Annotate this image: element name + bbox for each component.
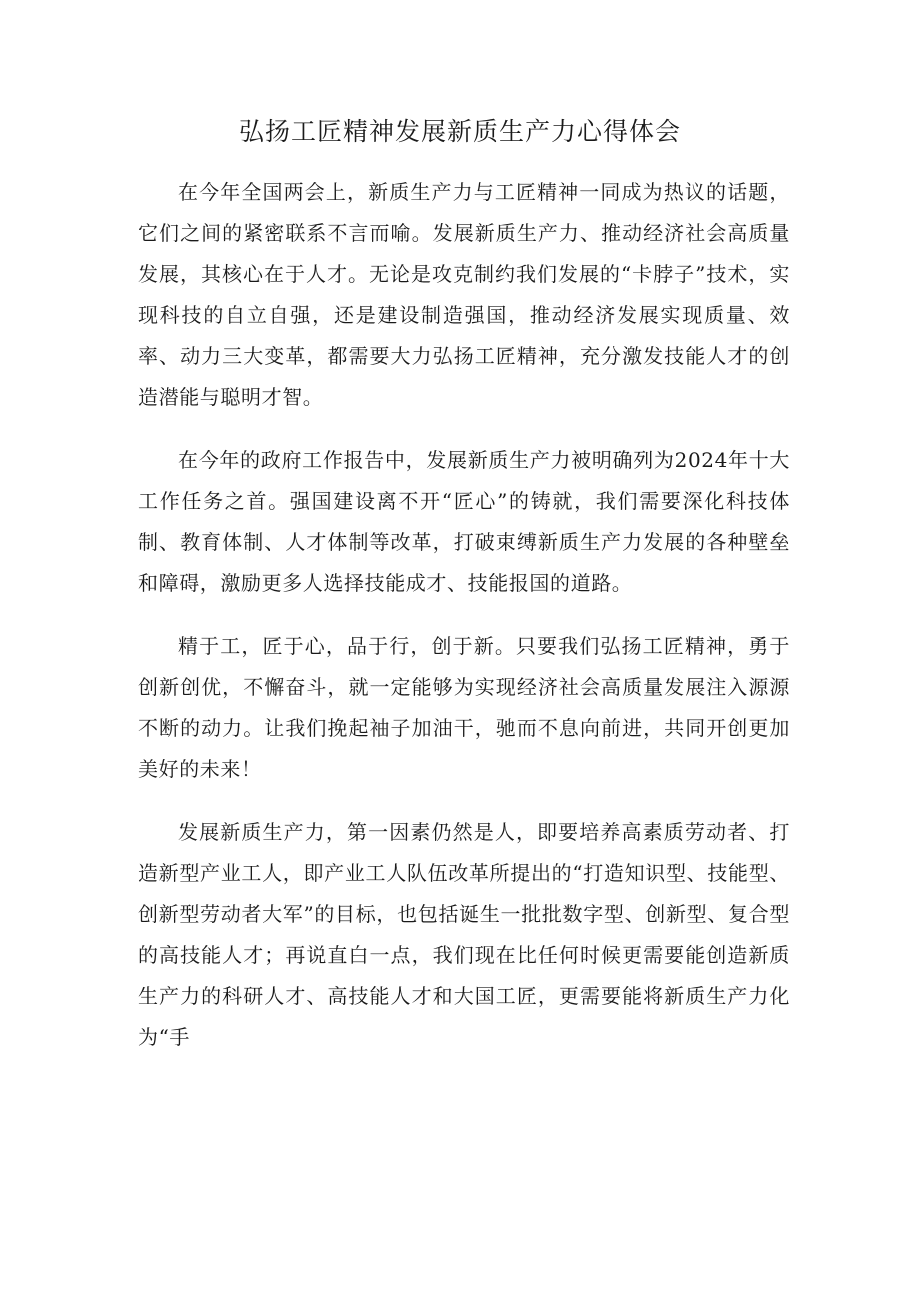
document-body <box>138 172 790 1080</box>
document-title: 弘扬工匠精神发展新质生产力心得体会 <box>238 117 681 146</box>
paragraph-2: 在今年的政府工作报告中，发展新质生产力被明确列为2024年十大工作任务之首。强国建设离不开“匠心”的铸就，我们需要深化科技体制、教育体制、人才体制等改革，打破束缚新质生产力发展的各种壁垒和障碍，激励更多人选择技能成才、技能报国的道路。 <box>138 448 790 595</box>
paragraph-4: 发展新质生产力，第一因素仍然是人，即要培养高素质劳动者、打造新型产业工人，即产业工人队伍改革所提出的“打造知识型、技能型、创新型劳动者大军”的目标，也包括诞生一批批数字型、创新型、复合型的高技能人才；再说直白一点，我们现在比任何时候更需要能创造新质生产力的科研人才、高技能人才和大国工匠，更需要能将新质生产力化为“手 <box>138 820 790 1049</box>
paragraph-3: 精于工，匠于心，品于行，创于新。只要我们弘扬工匠精神，勇于创新创优，不懈奋斗，就一定能够为实现经济社会高质量发展注入源源不断的动力。让我们挽起袖子加油干，驰而不息向前进，共同开创更加美好的未来！ <box>138 634 790 781</box>
paragraph-1: 在今年全国两会上，新质生产力与工匠精神一同成为热议的话题，它们之间的紧密联系不言而喻。发展新质生产力、推动经济社会高质量发展，其核心在于人才。无论是攻克制约我们发展的“卡脖子”技术，实现科技的自立自强，还是建设制造强国，推动经济发展实现质量、效率、动力三大变革，都需要大力弘扬工匠精神，充分激发技能人才的创造潜能与聪明才智。 <box>138 180 790 409</box>
